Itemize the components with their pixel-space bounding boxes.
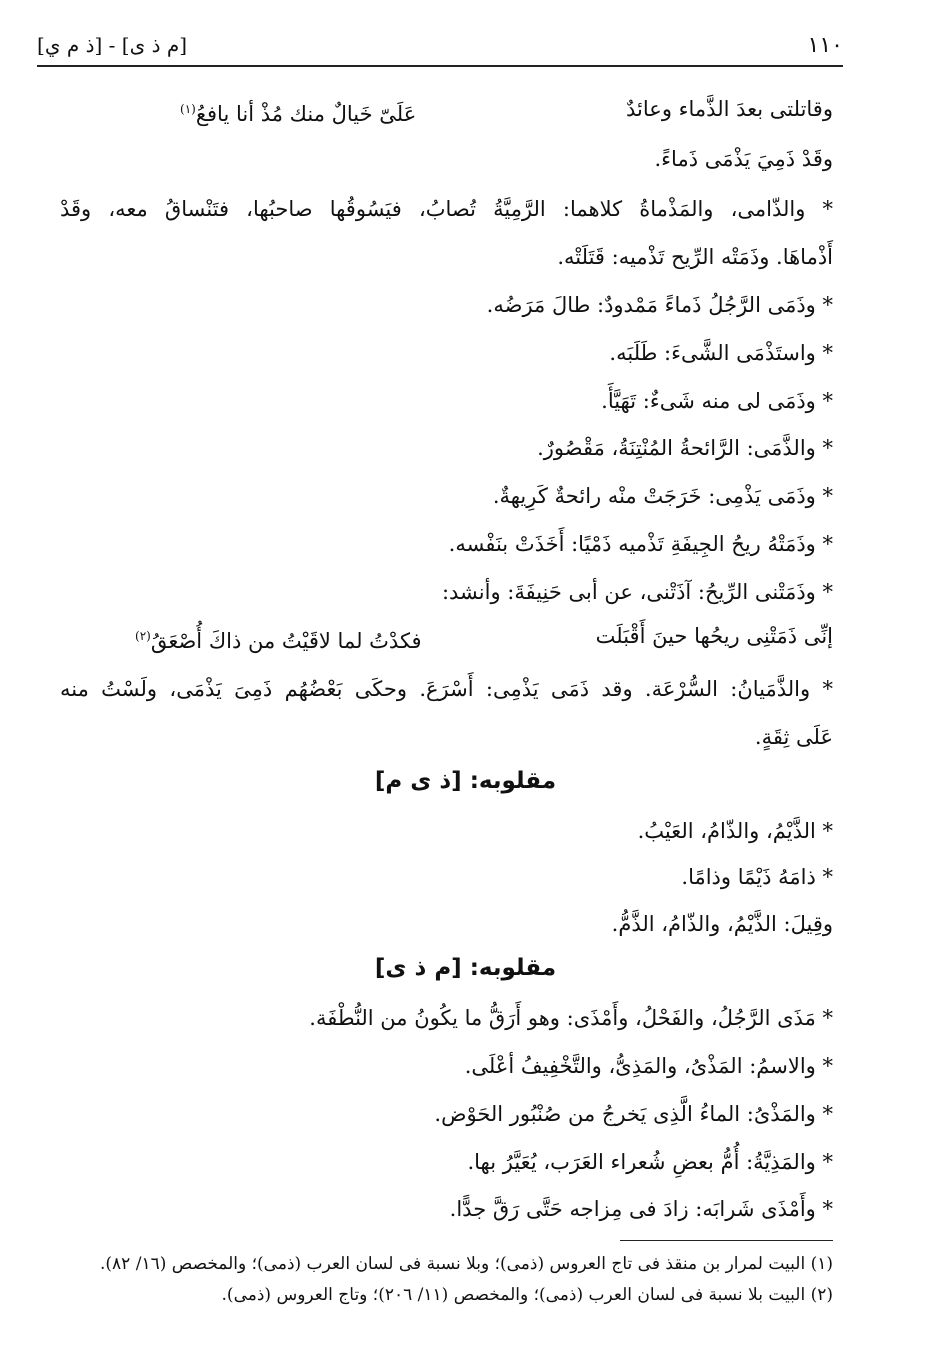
header-rule	[37, 65, 843, 67]
text-line: * وأَمْذَى شَرابَه: زادَ فى مِزاجه حَتَّى رَقَّ جدًّا.	[449, 1197, 833, 1221]
text-line: * والاسمُ: المَذْىُ، والمَذِىُّ، والتَّخْفِيفُ أعْلَى.	[464, 1054, 833, 1078]
text-line: * مَذَى الرَّجُلُ، والفَحْلُ، وأَمْذَى: وهو أَرَقُّ ما يكُونُ من النُّطْفَة.	[309, 1006, 833, 1030]
running-header-section-ref: [ذ م ي] - [م ذ ى]	[37, 33, 188, 57]
footnote: (١) البيت لمرار بن منقذ فى تاج العروس (ذمى)؛ وبلا نسبة فى لسان العرب (ذمى)؛ والمخصص (١٦/ ٨٢).	[100, 1254, 833, 1274]
text-line: وقَدْ ذَمِيَ يَذْمَى ذَماءً.	[654, 147, 833, 171]
section-heading: مقلوبه: [م ذ ى]	[374, 955, 557, 981]
text-line: * وذَمَى لى منه شَىءٌ: تَهَيَّأَ.	[601, 389, 833, 413]
verse-1-second-text: عَلَىّ خَيالٌ منك مُذْ أنا يافعُ	[195, 102, 417, 126]
footnote-marker-2: (٢)	[135, 629, 151, 643]
footnote-rule	[620, 1240, 833, 1241]
footnote: (٢) البيت بلا نسبة فى لسان العرب (ذمى)؛ والمخصص (١١/ ٢٠٦)؛ وتاج العروس (ذمى).	[221, 1285, 833, 1305]
text-line: أَذْماهَا. وذَمَتْه الرِّيح تَذْميه: قَتَلَتْه.	[557, 245, 833, 269]
text-line: * والمَذْىُ: الماءُ الَّذِى يَخرجُ من صُنْبُور الحَوْض.	[434, 1102, 833, 1126]
text-line: * وذَمَى يَذْمِى: خَرَجَتْ منْه رائحةٌ كَرِيهةٌ.	[492, 484, 833, 508]
verse-1-second-hemistich	[180, 95, 416, 128]
text-line: * والذّامى، والمَذْماةُ كلاهما: الرَّمِيَّةُ تُصابُ، فيَسُوقُها صاحبُها، فتَنْساقُ معه، وقَدْ	[60, 197, 833, 221]
text-line: * والذَّمَيانُ: السُّرْعَة. وقد ذَمَى يَذْمِى: أَسْرَعَ. وحكَى بَعْضُهُم ذَمِىَ يَذْمَى، ولَسْتُ منه	[60, 677, 833, 701]
text-line: عَلَى ثِقَةٍ.	[754, 725, 833, 749]
text-line: وقِيلَ: الذَّيْمُ، والذّامُ، الذَّمُّ.	[611, 912, 833, 936]
verse-2-first-hemistich: إنِّى ذَمَتْنِى ريحُها حينَ أَقْبَلَت	[595, 624, 833, 648]
text-line: * والذَّمَى: الرَّائحةُ المُنْتِنَةُ، مَقْصُورٌ.	[537, 436, 833, 460]
text-line: * وذَمَتْنى الرِّيحُ: آذَتْنى، عن أبى حَنِيفَةَ: وأنشد:	[441, 580, 833, 604]
page-number: ١١٠	[807, 33, 843, 58]
text-line: * واستَذْمَى الشَّىءَ: طَلَبَه.	[609, 341, 833, 365]
text-line: * ذامَهُ ذَيْمًا وذامًا.	[681, 865, 833, 889]
verse-1-first-hemistich: وقاتلتى بعدَ الذَّماء وعائدٌ	[626, 97, 833, 121]
text-line: * والمَذِيَّةُ: أُمُّ بعضِ شُعراء العَرَب، يُعَيَّرُ بها.	[467, 1150, 833, 1174]
verse-2-second-text: فكدْتُ لما لاقَيْتُ من ذاكَ أُصْعَقُ	[150, 629, 422, 653]
verse-2-second-hemistich	[135, 622, 422, 655]
footnote-marker-1: (١)	[180, 102, 196, 116]
section-heading: مقلوبه: [ذ ى م]	[374, 768, 557, 794]
text-line: * وذَمَى الرَّجُلُ ذَماءً مَمْدودٌ: طالَ مَرَضُه.	[486, 293, 833, 317]
text-line: * وذَمَتْهُ ريحُ الجِيفَةِ تَذْميه ذَمْيًا: أَخَذَتْ بنَفْسه.	[448, 532, 833, 556]
text-line: * الذَّيْمُ، والذّامُ، العَيْبُ.	[637, 819, 833, 843]
